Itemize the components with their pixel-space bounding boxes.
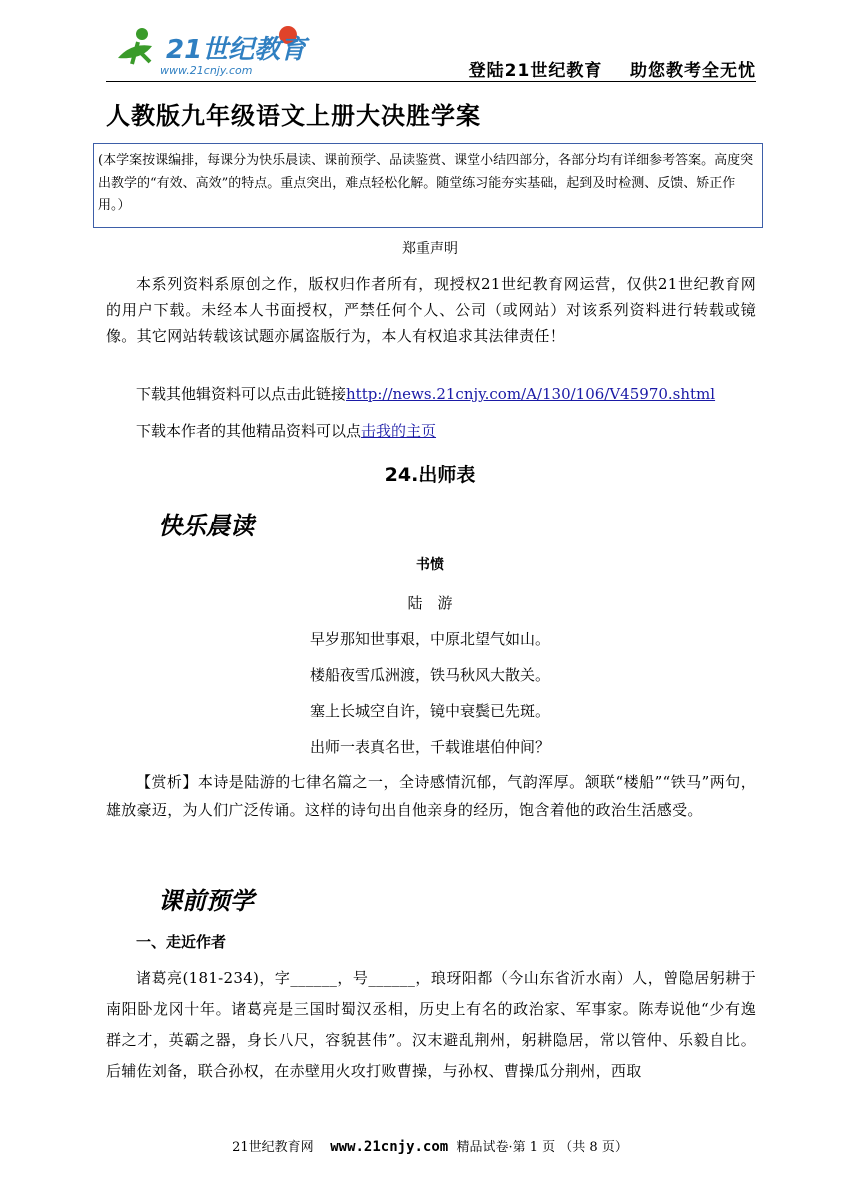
footer-site-url[interactable]: www.21cnjy.com [330, 1139, 449, 1155]
page-footer [0, 1136, 860, 1155]
author-homepage-link[interactable]: 击我的主页 [361, 422, 437, 440]
poem-title: 书愤 [416, 557, 444, 573]
author-paragraph: 诸葛亮(181-234)，字______，号______，琅玡阳都（今山东省沂水南）人，曾隐居躬耕于南阳卧龙冈十年。诸葛亮是三国时蜀汉丞相，历史上有名的政治家、军事家。陈寿说他“少有逸群之才，英霸之器，身长八尺，容貌甚伟”。汉末避乱荆州，躬耕隐居，常以管仲、乐毅自比。后辅佐刘备，联合孙权，在赤壁用火攻打败曹操，与孙权、曹操瓜分荆州，西取 [106, 969, 756, 1080]
section-morning-reading: 快乐晨读 [158, 512, 254, 540]
logo-text: 21世纪教育 [166, 35, 307, 65]
poem-line: 早岁那知世事艰，中原北望气如山。 [309, 630, 550, 648]
poem-appreciation: 【赏析】本诗是陆游的七律名篇之一，全诗感情沉郁，气韵浑厚。颔联“楼船”“铁马”两句，雄放豪迈，为人们广泛传诵。这样的诗句出自他亲身的经历，饱含着他的政治生活感受。 [106, 773, 756, 819]
subsection-author: 一、走近作者 [136, 933, 227, 951]
header-slogan: 登陆21世纪教育 助您教考全无忧 [468, 61, 756, 81]
download-link[interactable]: http://news.21cnjy.com/A/130/106/V45970.shtml [346, 385, 716, 403]
poem-author: 陆 游 [407, 594, 453, 612]
logo-graphic [112, 20, 312, 78]
header-divider [106, 81, 756, 82]
page-title: 人教版九年级语文上册大决胜学案 [106, 102, 481, 130]
footer-site-name: 21世纪教育网 [232, 1140, 314, 1155]
author-prefix: 下载本作者的其他精品资料可以点 [136, 422, 362, 440]
section-preview-study: 课前预学 [158, 887, 254, 915]
author-line [136, 418, 436, 444]
poem-line: 塞上长城空自许，镜中衰鬓已先斑。 [309, 702, 550, 720]
logo-url: www.21cnjy.com [160, 64, 253, 77]
intro-box: (本学案按课编排，每课分为快乐晨读、课前预学、品读鉴赏、课堂小结四部分，各部分均有详细参考答案。高度突出教学的“有效、高效”的特点。重点突出，难点轻松化解。随堂练习能夯实基础，起到及时检测、反馈、矫正作用。） [93, 143, 763, 228]
poem-line: 出师一表真名世，千载谁堪伯仲间？ [309, 738, 550, 756]
lesson-title: 24.出师表 [384, 464, 476, 486]
footer-page-info: 精品试卷·第 1 页 （共 8 页） [456, 1140, 628, 1155]
download-prefix: 下载其他辑资料可以点击此链接 [136, 385, 347, 403]
statement-title: 郑重声明 [402, 241, 458, 257]
poem-line: 楼船夜雪瓜洲渡，铁马秋风大散关。 [309, 666, 550, 684]
statement-body: 本系列资料系原创之作，版权归作者所有，现授权21世纪教育网运营，仅供21世纪教育网的用户下载。未经本人书面授权，严禁任何个人、公司（或网站）对该系列资料进行转载或镜像。其它网站转载该试题亦属盗版行为，本人有权追求其法律责任！ [106, 275, 756, 345]
site-logo[interactable] [112, 20, 312, 78]
download-line [136, 381, 715, 407]
